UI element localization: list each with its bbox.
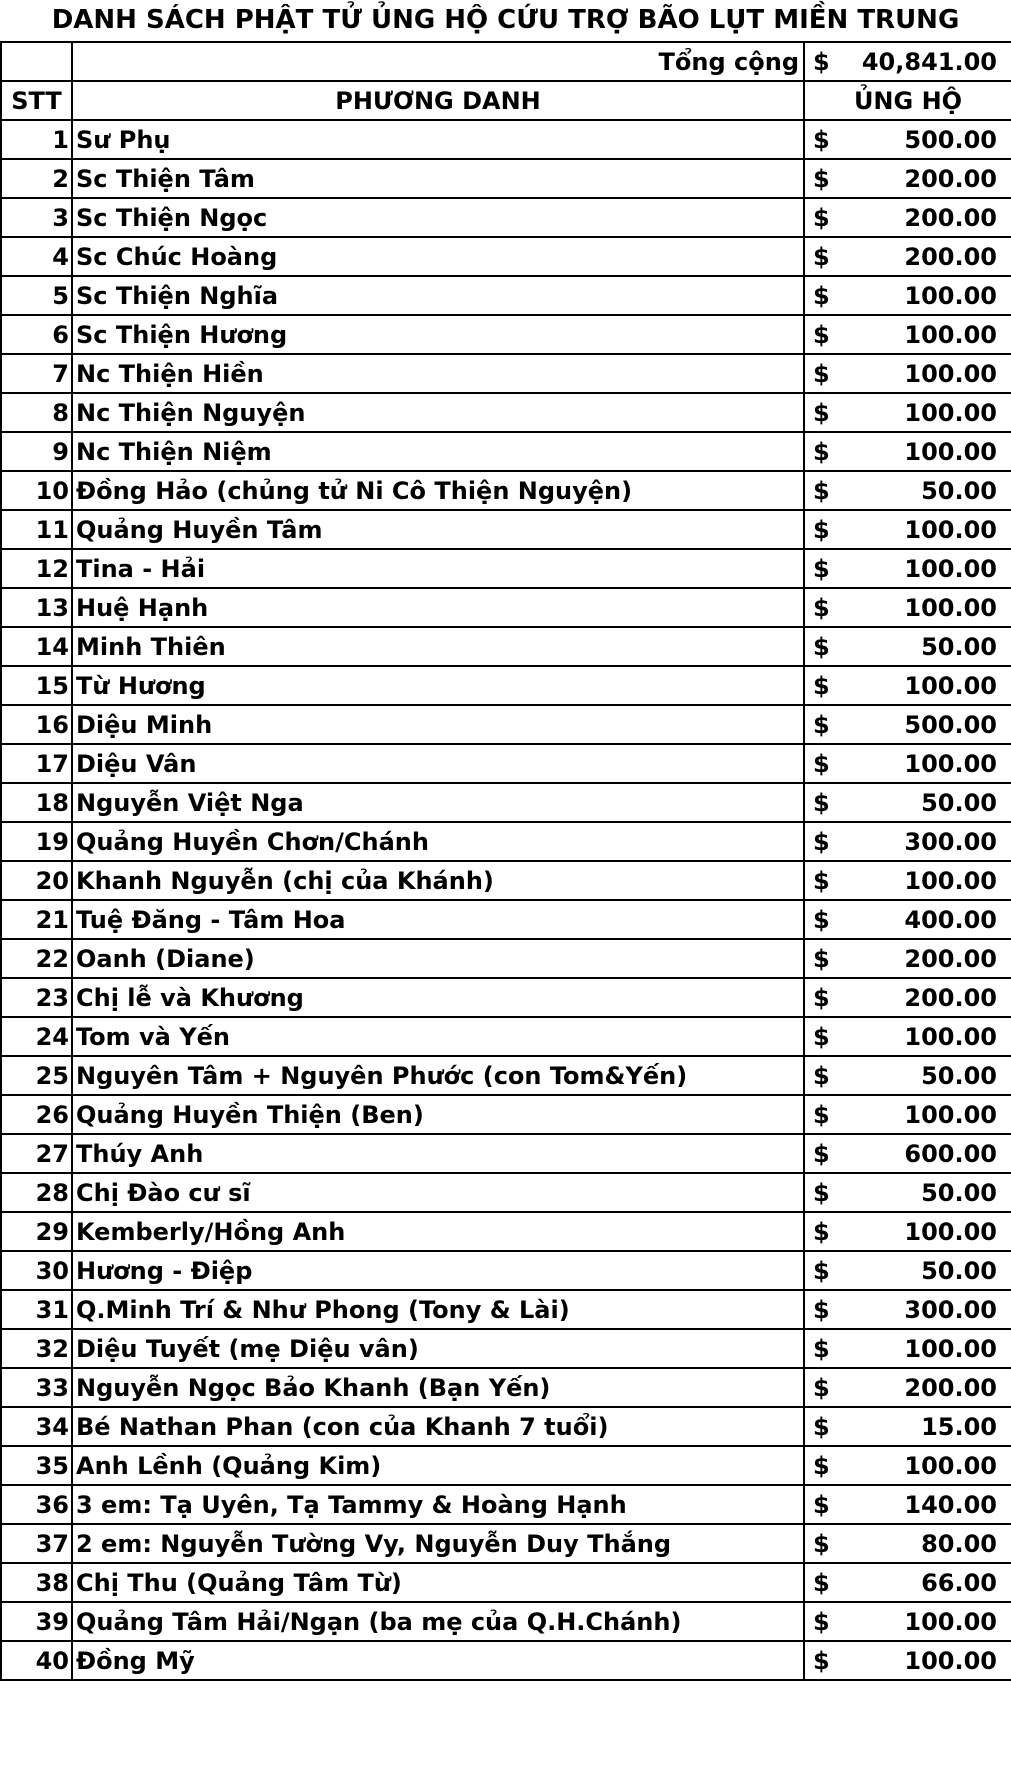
- row-currency: $: [813, 515, 830, 544]
- table-row: [1, 1368, 1011, 1407]
- row-amount-cell: [804, 432, 1011, 471]
- row-amount-cell: [804, 354, 1011, 393]
- row-amount-cell: [804, 198, 1011, 237]
- row-currency: $: [813, 632, 830, 661]
- row-stt: 30: [1, 1251, 72, 1290]
- row-amount-cell: [804, 393, 1011, 432]
- row-amount: 200.00: [904, 242, 997, 271]
- row-stt: 27: [1, 1134, 72, 1173]
- row-amount: 200.00: [904, 983, 997, 1012]
- row-donor-name: Sc Thiện Hương: [72, 315, 804, 354]
- header-row: [1, 81, 1011, 120]
- row-stt: 9: [1, 432, 72, 471]
- row-donor-name: Hương - Điệp: [72, 1251, 804, 1290]
- total-label: Tổng cộng: [72, 42, 804, 81]
- row-currency: $: [813, 320, 830, 349]
- header-amount: ỦNG HỘ: [804, 81, 1011, 120]
- row-stt: 7: [1, 354, 72, 393]
- row-amount-cell: [804, 1251, 1011, 1290]
- row-amount: 50.00: [921, 1178, 997, 1207]
- row-stt: 28: [1, 1173, 72, 1212]
- row-donor-name: Huệ Hạnh: [72, 588, 804, 627]
- table-row: [1, 276, 1011, 315]
- row-amount: 200.00: [904, 203, 997, 232]
- row-donor-name: Nc Thiện Hiền: [72, 354, 804, 393]
- row-stt: 10: [1, 471, 72, 510]
- table-row: [1, 822, 1011, 861]
- row-donor-name: Chị lễ và Khương: [72, 978, 804, 1017]
- row-stt: 23: [1, 978, 72, 1017]
- header-name: PHƯƠNG DANH: [72, 81, 804, 120]
- table-row: [1, 1524, 1011, 1563]
- row-donor-name: Nguyễn Việt Nga: [72, 783, 804, 822]
- row-amount: 200.00: [904, 1373, 997, 1402]
- row-amount-cell: [804, 627, 1011, 666]
- table-row: [1, 783, 1011, 822]
- row-stt: 29: [1, 1212, 72, 1251]
- row-donor-name: Tuệ Đăng - Tâm Hoa: [72, 900, 804, 939]
- row-amount: 500.00: [904, 125, 997, 154]
- row-currency: $: [813, 1100, 830, 1129]
- row-currency: $: [813, 1529, 830, 1558]
- row-donor-name: Đồng Hảo (chủng tử Ni Cô Thiện Nguyện): [72, 471, 804, 510]
- row-amount-cell: [804, 1485, 1011, 1524]
- table-row: [1, 627, 1011, 666]
- table-row: [1, 393, 1011, 432]
- table-row: [1, 1563, 1011, 1602]
- row-stt: 24: [1, 1017, 72, 1056]
- table-row: [1, 705, 1011, 744]
- table-row: [1, 1290, 1011, 1329]
- row-amount-cell: [804, 1173, 1011, 1212]
- row-currency: $: [813, 242, 830, 271]
- row-currency: $: [813, 1022, 830, 1051]
- table-row: [1, 1017, 1011, 1056]
- row-amount: 80.00: [921, 1529, 997, 1558]
- row-amount-cell: [804, 315, 1011, 354]
- row-stt: 38: [1, 1563, 72, 1602]
- table-row: [1, 1329, 1011, 1368]
- row-stt: 26: [1, 1095, 72, 1134]
- row-donor-name: 3 em: Tạ Uyên, Tạ Tammy & Hoàng Hạnh: [72, 1485, 804, 1524]
- row-donor-name: Quảng Huyền Thiện (Ben): [72, 1095, 804, 1134]
- table-row: [1, 900, 1011, 939]
- table-row: [1, 1407, 1011, 1446]
- row-amount: 66.00: [921, 1568, 997, 1597]
- row-donor-name: Quảng Tâm Hải/Ngạn (ba mẹ của Q.H.Chánh): [72, 1602, 804, 1641]
- row-stt: 36: [1, 1485, 72, 1524]
- table-row: [1, 315, 1011, 354]
- row-stt: 6: [1, 315, 72, 354]
- row-donor-name: Nguyễn Ngọc Bảo Khanh (Bạn Yến): [72, 1368, 804, 1407]
- row-currency: $: [813, 749, 830, 778]
- row-amount-cell: [804, 471, 1011, 510]
- row-donor-name: Chị Thu (Quảng Tâm Từ): [72, 1563, 804, 1602]
- row-donor-name: Kemberly/Hồng Anh: [72, 1212, 804, 1251]
- row-currency: $: [813, 1490, 830, 1519]
- row-stt: 15: [1, 666, 72, 705]
- row-amount: 200.00: [904, 944, 997, 973]
- row-donor-name: Khanh Nguyễn (chị của Khánh): [72, 861, 804, 900]
- row-stt: 12: [1, 549, 72, 588]
- table-row: [1, 1485, 1011, 1524]
- row-amount: 100.00: [904, 359, 997, 388]
- row-currency: $: [813, 827, 830, 856]
- row-donor-name: Thúy Anh: [72, 1134, 804, 1173]
- row-stt: 40: [1, 1641, 72, 1680]
- row-stt: 16: [1, 705, 72, 744]
- row-amount-cell: [804, 1368, 1011, 1407]
- row-amount-cell: [804, 549, 1011, 588]
- table-row: [1, 1095, 1011, 1134]
- row-stt: 13: [1, 588, 72, 627]
- table-row: [1, 588, 1011, 627]
- row-amount: 100.00: [904, 1646, 997, 1675]
- total-amount-cell: [804, 42, 1011, 81]
- row-stt: 22: [1, 939, 72, 978]
- row-currency: $: [813, 554, 830, 583]
- row-currency: $: [813, 1256, 830, 1285]
- row-currency: $: [813, 203, 830, 232]
- total-amount: 40,841.00: [861, 47, 997, 76]
- row-amount: 140.00: [904, 1490, 997, 1519]
- row-currency: $: [813, 983, 830, 1012]
- row-currency: $: [813, 1061, 830, 1090]
- row-donor-name: Bé Nathan Phan (con của Khanh 7 tuổi): [72, 1407, 804, 1446]
- row-stt: 14: [1, 627, 72, 666]
- row-currency: $: [813, 593, 830, 622]
- table-row: [1, 471, 1011, 510]
- row-stt: 4: [1, 237, 72, 276]
- header-stt: STT: [1, 81, 72, 120]
- row-currency: $: [813, 164, 830, 193]
- row-amount: 100.00: [904, 281, 997, 310]
- row-stt: 32: [1, 1329, 72, 1368]
- table-row: [1, 159, 1011, 198]
- row-amount: 100.00: [904, 437, 997, 466]
- row-amount-cell: [804, 1212, 1011, 1251]
- row-currency: $: [813, 125, 830, 154]
- table-row: [1, 1602, 1011, 1641]
- row-donor-name: Sc Thiện Nghĩa: [72, 276, 804, 315]
- row-currency: $: [813, 866, 830, 895]
- table-row: [1, 666, 1011, 705]
- row-amount-cell: [804, 276, 1011, 315]
- row-currency: $: [813, 1646, 830, 1675]
- table-row: [1, 1251, 1011, 1290]
- row-amount-cell: [804, 1602, 1011, 1641]
- row-currency: $: [813, 476, 830, 505]
- row-amount: 100.00: [904, 1022, 997, 1051]
- row-currency: $: [813, 281, 830, 310]
- row-stt: 11: [1, 510, 72, 549]
- row-stt: 31: [1, 1290, 72, 1329]
- row-donor-name: Tom và Yến: [72, 1017, 804, 1056]
- table-row: [1, 120, 1011, 159]
- row-currency: $: [813, 944, 830, 973]
- row-amount: 100.00: [904, 1334, 997, 1363]
- row-stt: 18: [1, 783, 72, 822]
- row-amount-cell: [804, 1329, 1011, 1368]
- row-currency: $: [813, 1607, 830, 1636]
- row-amount-cell: [804, 1290, 1011, 1329]
- row-donor-name: Q.Minh Trí & Như Phong (Tony & Lài): [72, 1290, 804, 1329]
- row-donor-name: Diệu Tuyết (mẹ Diệu vân): [72, 1329, 804, 1368]
- table-row: [1, 939, 1011, 978]
- row-amount: 400.00: [904, 905, 997, 934]
- row-donor-name: Sư Phụ: [72, 120, 804, 159]
- row-currency: $: [813, 905, 830, 934]
- row-amount-cell: [804, 900, 1011, 939]
- row-currency: $: [813, 359, 830, 388]
- row-currency: $: [813, 1568, 830, 1597]
- row-amount-cell: [804, 978, 1011, 1017]
- row-amount-cell: [804, 744, 1011, 783]
- row-stt: 3: [1, 198, 72, 237]
- donor-table: [0, 41, 1011, 1681]
- row-currency: $: [813, 671, 830, 700]
- row-stt: 5: [1, 276, 72, 315]
- row-amount-cell: [804, 237, 1011, 276]
- table-row: [1, 1173, 1011, 1212]
- row-currency: $: [813, 1217, 830, 1246]
- row-stt: 20: [1, 861, 72, 900]
- row-donor-name: Quảng Huyền Chơn/Chánh: [72, 822, 804, 861]
- table-row: [1, 237, 1011, 276]
- row-donor-name: Nc Thiện Nguyện: [72, 393, 804, 432]
- row-amount-cell: [804, 510, 1011, 549]
- table-row: [1, 744, 1011, 783]
- row-amount: 50.00: [921, 632, 997, 661]
- total-empty-cell: [1, 42, 72, 81]
- row-stt: 21: [1, 900, 72, 939]
- row-amount: 300.00: [904, 827, 997, 856]
- row-donor-name: Nc Thiện Niệm: [72, 432, 804, 471]
- row-amount: 100.00: [904, 1217, 997, 1246]
- row-currency: $: [813, 1451, 830, 1480]
- row-currency: $: [813, 1139, 830, 1168]
- table-row: [1, 861, 1011, 900]
- table-row: [1, 1134, 1011, 1173]
- row-amount: 200.00: [904, 164, 997, 193]
- row-donor-name: Minh Thiên: [72, 627, 804, 666]
- row-currency: $: [813, 710, 830, 739]
- row-amount-cell: [804, 120, 1011, 159]
- row-donor-name: Oanh (Diane): [72, 939, 804, 978]
- row-currency: $: [813, 437, 830, 466]
- row-amount: 100.00: [904, 1100, 997, 1129]
- row-amount-cell: [804, 1446, 1011, 1485]
- row-amount-cell: [804, 939, 1011, 978]
- row-stt: 39: [1, 1602, 72, 1641]
- row-amount-cell: [804, 159, 1011, 198]
- row-stt: 35: [1, 1446, 72, 1485]
- row-amount: 500.00: [904, 710, 997, 739]
- table-row: [1, 354, 1011, 393]
- row-stt: 25: [1, 1056, 72, 1095]
- row-stt: 33: [1, 1368, 72, 1407]
- row-donor-name: Diệu Vân: [72, 744, 804, 783]
- row-donor-name: Tina - Hải: [72, 549, 804, 588]
- table-row: [1, 1212, 1011, 1251]
- row-amount-cell: [804, 666, 1011, 705]
- row-amount: 100.00: [904, 515, 997, 544]
- row-amount: 100.00: [904, 1607, 997, 1636]
- table-row: [1, 549, 1011, 588]
- row-amount: 600.00: [904, 1139, 997, 1168]
- row-amount-cell: [804, 1524, 1011, 1563]
- row-amount-cell: [804, 822, 1011, 861]
- row-amount: 15.00: [921, 1412, 997, 1441]
- row-donor-name: Chị Đào cư sĩ: [72, 1173, 804, 1212]
- table-row: [1, 1641, 1011, 1680]
- row-amount-cell: [804, 1134, 1011, 1173]
- total-currency: $: [813, 47, 830, 76]
- row-amount-cell: [804, 1407, 1011, 1446]
- table-row: [1, 1056, 1011, 1095]
- row-donor-name: Diệu Minh: [72, 705, 804, 744]
- table-row: [1, 198, 1011, 237]
- row-donor-name: Đồng Mỹ: [72, 1641, 804, 1680]
- row-amount-cell: [804, 783, 1011, 822]
- row-amount: 100.00: [904, 398, 997, 427]
- row-stt: 19: [1, 822, 72, 861]
- row-currency: $: [813, 1178, 830, 1207]
- row-currency: $: [813, 788, 830, 817]
- total-row: [1, 42, 1011, 81]
- table-row: [1, 978, 1011, 1017]
- row-amount: 50.00: [921, 1256, 997, 1285]
- sheet-title: DANH SÁCH PHẬT TỬ ỦNG HỘ CỨU TRỢ BÃO LỤT MIỀN TRUNG: [51, 5, 960, 35]
- row-donor-name: 2 em: Nguyễn Tường Vy, Nguyễn Duy Thắng: [72, 1524, 804, 1563]
- row-amount: 100.00: [904, 671, 997, 700]
- table-row: [1, 432, 1011, 471]
- row-currency: $: [813, 1373, 830, 1402]
- row-currency: $: [813, 1295, 830, 1324]
- row-amount-cell: [804, 1641, 1011, 1680]
- row-stt: 2: [1, 159, 72, 198]
- row-amount-cell: [804, 861, 1011, 900]
- row-amount: 100.00: [904, 866, 997, 895]
- row-amount: 100.00: [904, 554, 997, 583]
- row-stt: 37: [1, 1524, 72, 1563]
- row-amount: 50.00: [921, 1061, 997, 1090]
- row-amount: 100.00: [904, 593, 997, 622]
- row-donor-name: Quảng Huyền Tâm: [72, 510, 804, 549]
- row-amount: 50.00: [921, 788, 997, 817]
- row-stt: 34: [1, 1407, 72, 1446]
- row-currency: $: [813, 398, 830, 427]
- row-stt: 1: [1, 120, 72, 159]
- row-donor-name: Từ Hương: [72, 666, 804, 705]
- row-amount: 50.00: [921, 476, 997, 505]
- row-amount: 300.00: [904, 1295, 997, 1324]
- row-amount-cell: [804, 1563, 1011, 1602]
- row-currency: $: [813, 1412, 830, 1441]
- row-stt: 8: [1, 393, 72, 432]
- row-donor-name: Sc Thiện Tâm: [72, 159, 804, 198]
- row-donor-name: Sc Thiện Ngọc: [72, 198, 804, 237]
- row-currency: $: [813, 1334, 830, 1363]
- row-amount-cell: [804, 1056, 1011, 1095]
- row-amount-cell: [804, 588, 1011, 627]
- row-amount: 100.00: [904, 1451, 997, 1480]
- row-stt: 17: [1, 744, 72, 783]
- row-amount-cell: [804, 1017, 1011, 1056]
- row-amount: 100.00: [904, 749, 997, 778]
- row-amount-cell: [804, 1095, 1011, 1134]
- table-row: [1, 510, 1011, 549]
- row-donor-name: Sc Chúc Hoàng: [72, 237, 804, 276]
- row-amount: 100.00: [904, 320, 997, 349]
- row-amount-cell: [804, 705, 1011, 744]
- donor-table-body: [1, 42, 1011, 1680]
- row-donor-name: Anh Lềnh (Quảng Kim): [72, 1446, 804, 1485]
- row-donor-name: Nguyên Tâm + Nguyên Phước (con Tom&Yến): [72, 1056, 804, 1095]
- table-row: [1, 1446, 1011, 1485]
